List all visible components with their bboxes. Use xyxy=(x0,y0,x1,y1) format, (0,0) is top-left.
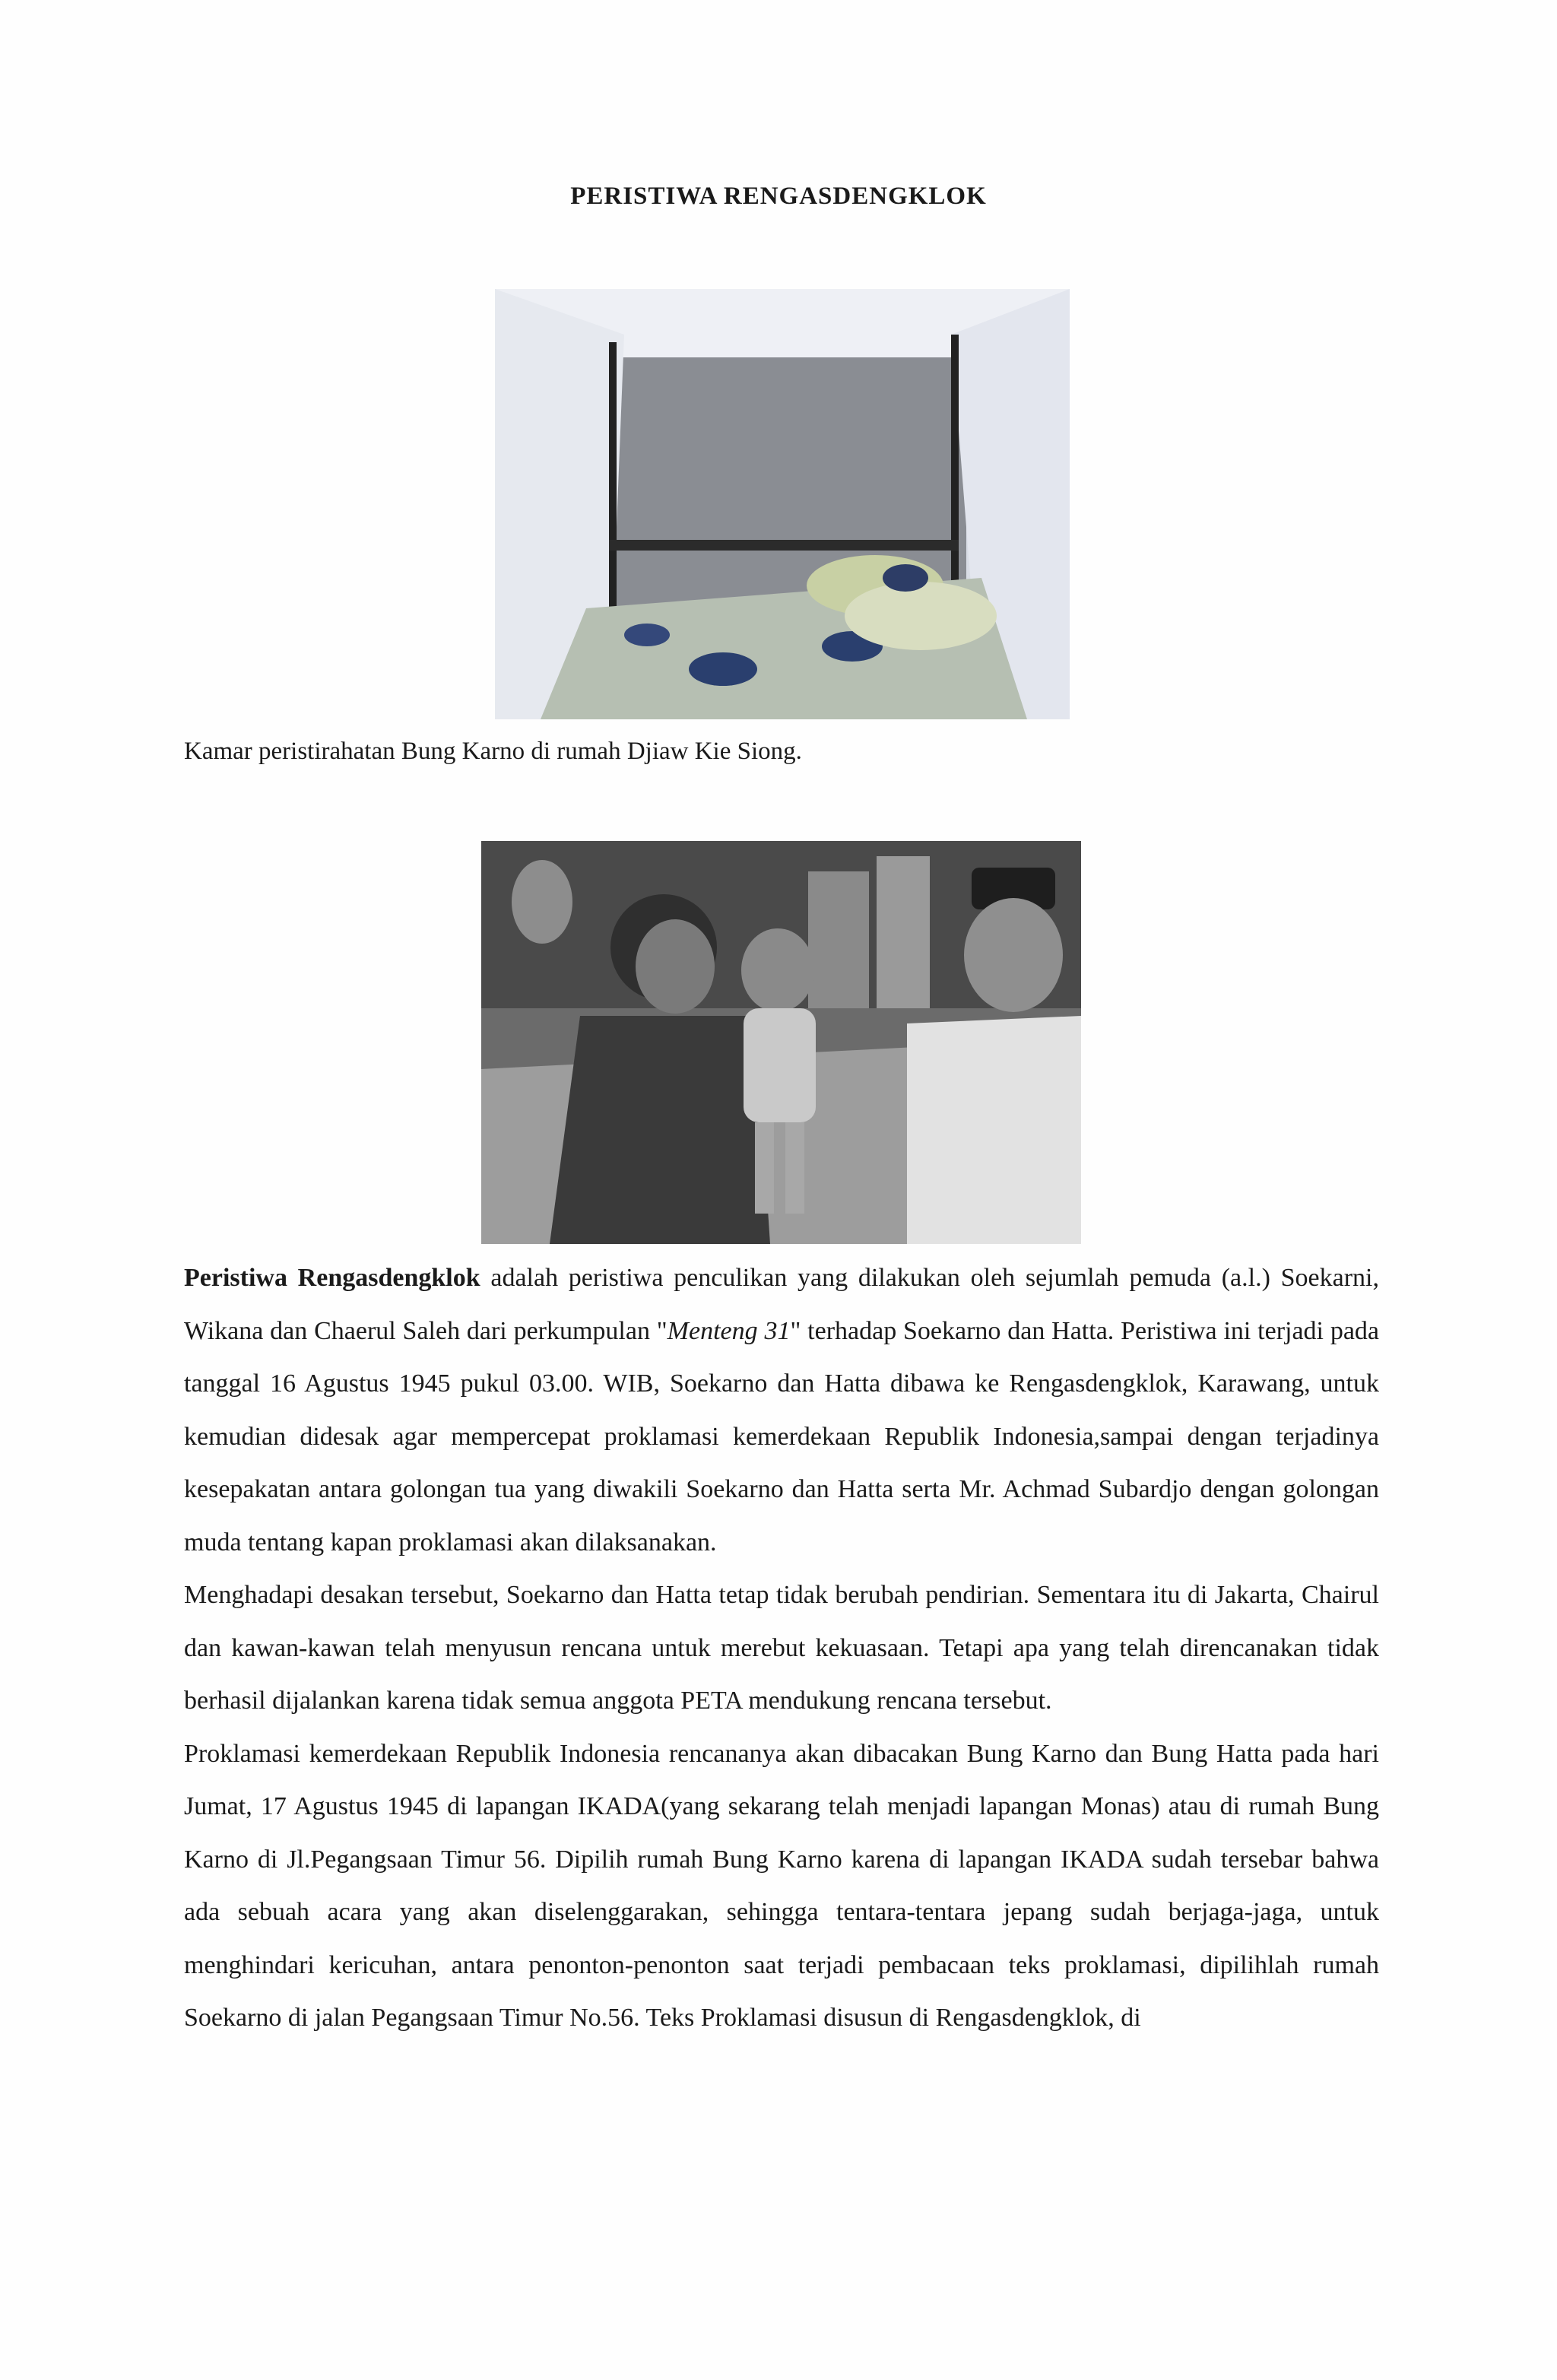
paragraph-1-italic: Menteng 31 xyxy=(667,1316,791,1345)
page-title: PERISTIWA RENGASDENGKLOK xyxy=(570,182,987,210)
paragraph-3: Proklamasi kemerdekaan Republik Indonesia rencananya akan dibacakan Bung Karno dan Bung Hatta pada hari Jumat, 17 Agustus 1945 di lapangan IKADA(yang sekarang telah menjadi lapangan Monas) atau di rumah Bung Karno di Jl.Pegangsaan Timur 56. Dipilih rumah Bung Karno karena di lapangan IKADA sudah tersebar bahwa ada sebuah acara yang akan diselenggarakan, sehingga tentara-tentara jepang sudah berjaga-jaga, untuk menghindari kericuhan, antara penonton-penonton saat terjadi pembacaan teks proklamasi, dipilihlah rumah Soekarno di jalan Pegangsaan Timur No.56. Teks Proklamasi disusun di Rengasdengklok, di xyxy=(184,1739,1379,2032)
article-body xyxy=(184,1252,1379,2045)
paragraph-1-lead: Peristiwa Rengasdengklok xyxy=(184,1264,480,1292)
family-photo-image xyxy=(481,841,1081,1244)
family-photo xyxy=(481,841,1081,1244)
photo-caption: Kamar peristirahatan Bung Karno di rumah Djiaw Kie Siong. xyxy=(184,738,802,765)
paragraph-1 xyxy=(184,1252,1379,1569)
bedroom-photo-image xyxy=(495,289,1070,719)
paragraph-1-part-2: " terhadap Soekarno dan Hatta. Peristiwa ini terjadi pada tanggal 16 Agustus 1945 pukul 03.00. WIB, Soekarno dan Hatta dibawa ke Rengasdengklok, Karawang, untuk kemudian didesak agar mempercepat proklamasi kemerdekaan Republik Indonesia,sampai dengan terjadinya kesepakatan antara golongan tua yang diwakili Soekarno dan Hatta serta Mr. Achmad Subardjo dengan golongan muda tentang kapan proklamasi akan dilaksanakan. xyxy=(184,1316,1380,1557)
paragraph-2: Menghadapi desakan tersebut, Soekarno dan Hatta tetap tidak berubah pendirian. Sementara itu di Jakarta, Chairul dan kawan-kawan telah menyusun rencana untuk merebut kekuasaan. Tetapi apa yang telah direncanakan tidak berhasil dijalankan karena tidak semua anggota PETA mendukung rencana tersebut. xyxy=(184,1581,1379,1715)
paragraph-1-part-1: adalah peristiwa penculikan yang dilakukan oleh sejumlah pemuda (a.l.) Soekarni, Wikana dan Chaerul Saleh dari perkumpulan " xyxy=(184,1264,1379,1345)
bedroom-photo xyxy=(495,289,1070,719)
